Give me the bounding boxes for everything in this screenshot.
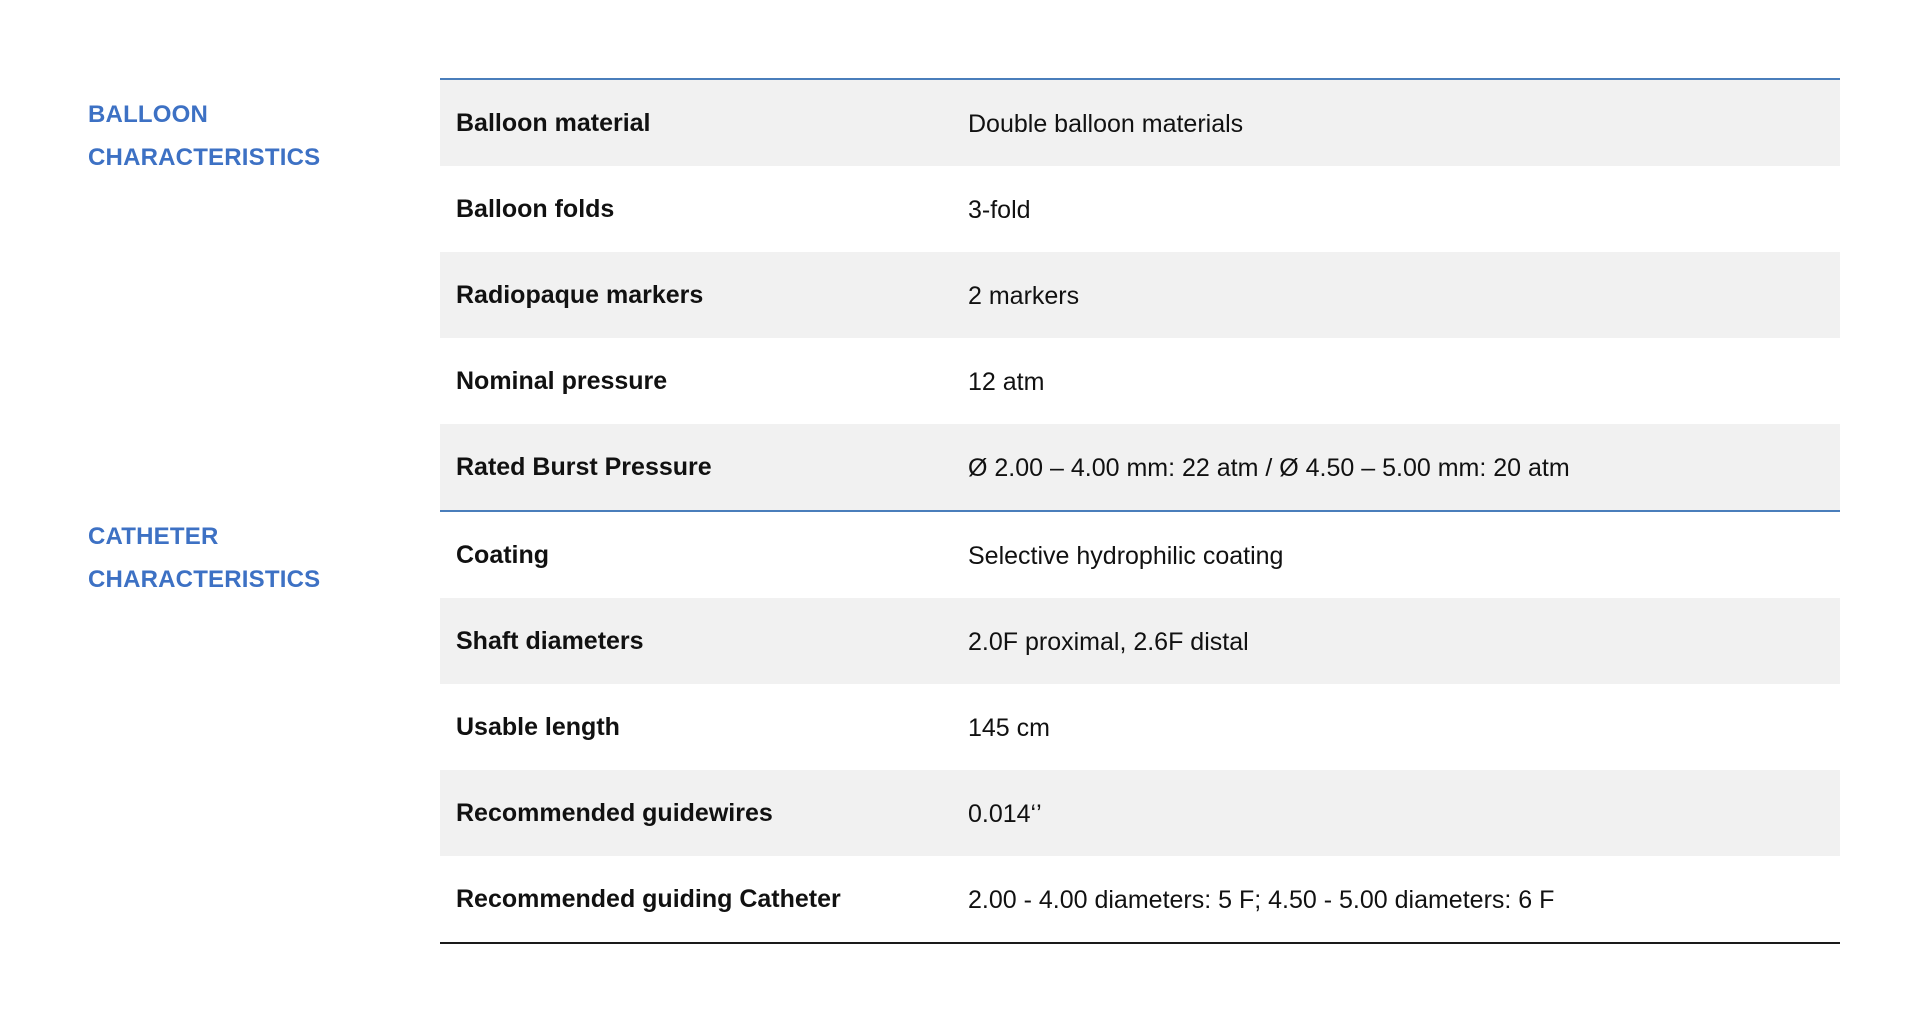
row-value: 2.0F proximal, 2.6F distal [968,627,1249,656]
table-row [440,80,1840,166]
row-key: Rated Burst Pressure [456,452,712,481]
row-key: Recommended guidewires [456,798,773,827]
table-bottom-rule [440,942,1840,944]
row-key: Recommended guiding Catheter [456,884,841,913]
table-group-catheter [440,512,1840,942]
section-label-catheter-line2: CHARACTERISTICS [88,565,321,593]
table-row [440,598,1840,684]
row-value: 2 markers [968,281,1080,310]
table-row [440,424,1840,510]
row-key: Usable length [456,712,620,741]
row-value: 3-fold [968,195,1031,224]
table-row [440,166,1840,252]
section-label-catheter [88,516,418,601]
row-value: 0.014‘’ [968,799,1042,828]
specifications-table [440,78,1840,944]
table-row [440,338,1840,424]
table-row [440,252,1840,338]
section-label-balloon [88,94,418,179]
row-key: Nominal pressure [456,366,668,395]
row-value: Ø 2.00 – 4.00 mm: 22 atm / Ø 4.50 – 5.00 mm: 20 atm [968,453,1570,482]
row-value: 12 atm [968,367,1045,396]
row-value: Selective hydrophilic coating [968,541,1284,570]
section-label-balloon-line2: CHARACTERISTICS [88,143,321,171]
row-key: Shaft diameters [456,626,644,655]
row-key: Balloon material [456,108,651,137]
row-key: Coating [456,540,550,569]
table-row [440,684,1840,770]
section-label-balloon-line1: BALLOON [88,101,209,128]
row-key: Balloon folds [456,194,615,223]
section-label-catheter-line1: CATHETER [88,523,219,550]
row-value: 145 cm [968,713,1050,742]
table-group-balloon [440,80,1840,510]
table-row [440,856,1840,942]
row-value: 2.00 - 4.00 diameters: 5 F; 4.50 - 5.00 diameters: 6 F [968,885,1555,914]
row-value: Double balloon materials [968,109,1244,138]
row-key: Radiopaque markers [456,280,704,309]
table-row [440,770,1840,856]
table-row [440,512,1840,598]
